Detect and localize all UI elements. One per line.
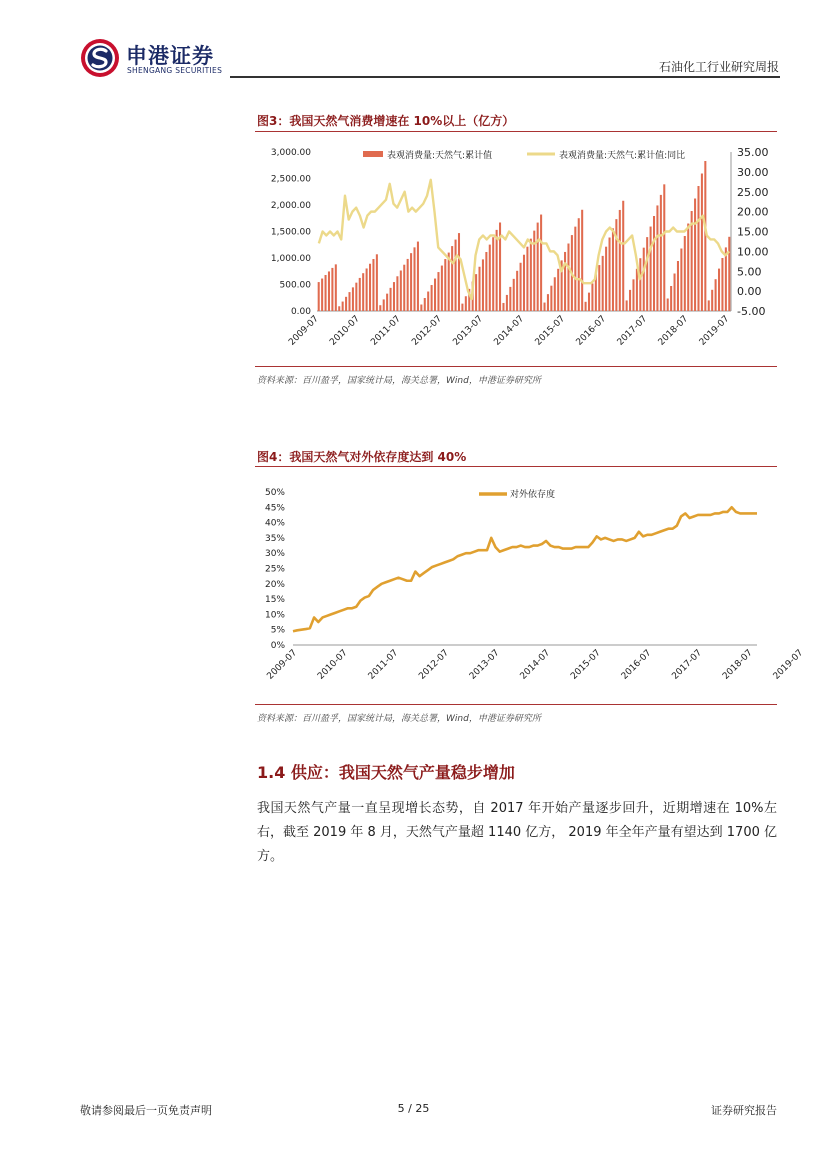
header-divider (230, 76, 780, 78)
consumption-bar (376, 254, 378, 311)
x-tick-label: 2010-07 (316, 648, 350, 682)
consumption-bar (475, 274, 477, 311)
consumption-bar (674, 274, 676, 312)
consumption-bar (728, 237, 730, 311)
consumption-bar (427, 292, 429, 311)
consumption-bar (636, 269, 638, 311)
consumption-bar (591, 283, 593, 311)
x-tick-label: 2018-07 (721, 648, 755, 682)
consumption-bar (639, 258, 641, 311)
figure-3-source: 资料来源：百川盈孚，国家统计局，海关总署，Wind，申港证券研究所 (257, 376, 541, 386)
consumption-bar (458, 233, 460, 311)
x-tick-label: 2013-07 (467, 648, 502, 682)
legend-label-line: 表观消费量:天然气:累计值:同比 (559, 151, 686, 161)
logo-english-name: SHENGANG SECURITIES (127, 66, 223, 75)
consumption-bar (653, 216, 655, 311)
consumption-bar (557, 269, 559, 311)
y-tick-label: 30% (264, 549, 285, 560)
consumption-bar (632, 279, 634, 311)
consumption-bar (400, 271, 402, 312)
consumption-bar (359, 278, 361, 311)
consumption-bar (574, 227, 576, 311)
consumption-bar (417, 242, 419, 311)
left-y-tick-label: 2,500.00 (270, 174, 311, 185)
consumption-bar (554, 277, 556, 311)
section-title: 1.4 供应：我国天然气产量稳步增加 (257, 763, 515, 782)
figure-4-chart (255, 480, 806, 702)
figure-3-top-rule (255, 131, 777, 132)
shengang-logo-icon (80, 38, 120, 78)
consumption-bar (331, 268, 333, 311)
x-tick-label: 2013-07 (451, 314, 486, 348)
y-tick-label: 40% (264, 518, 285, 529)
consumption-bar (434, 279, 436, 311)
consumption-bar (680, 249, 682, 312)
x-tick-label: 2014-07 (492, 314, 527, 348)
consumption-bar (482, 259, 484, 311)
consumption-bar (530, 239, 532, 311)
consumption-bar (725, 247, 727, 311)
y-tick-label: 10% (264, 610, 285, 621)
consumption-bar (697, 186, 699, 311)
consumption-bar (451, 246, 453, 311)
left-y-tick-label: 2,000.00 (270, 201, 311, 211)
consumption-bar (390, 288, 392, 311)
consumption-bar (537, 223, 539, 311)
y-tick-label: 50% (264, 488, 285, 498)
x-tick-label: 2017-07 (615, 314, 650, 348)
right-y-tick-label: 25.00 (737, 185, 769, 199)
legend-swatch-bar (363, 151, 383, 157)
consumption-bar (602, 256, 604, 311)
consumption-bar (506, 295, 508, 311)
left-y-tick-label: 3,000.00 (270, 148, 311, 158)
y-tick-label: 25% (264, 564, 285, 575)
consumption-bar (413, 247, 415, 311)
left-y-tick-label: 500.00 (279, 280, 311, 291)
y-tick-label: 20% (264, 579, 285, 590)
x-tick-label: 2015-07 (569, 648, 603, 682)
right-y-tick-label: 0.00 (737, 285, 762, 299)
consumption-bar (444, 259, 446, 311)
consumption-bar (516, 271, 518, 311)
consumption-bar (663, 184, 665, 311)
consumption-bar (348, 292, 350, 311)
consumption-bar (598, 265, 600, 311)
consumption-bar (540, 215, 542, 311)
consumption-bar (550, 286, 552, 311)
consumption-bar (677, 261, 679, 311)
y-tick-label: 0% (270, 641, 285, 651)
x-tick-label: 2018-07 (656, 314, 691, 348)
consumption-bar (355, 283, 357, 311)
consumption-bar (321, 279, 323, 311)
consumption-bar (687, 224, 689, 311)
legend-label: 对外依存度 (510, 490, 556, 500)
consumption-bar (547, 294, 549, 311)
consumption-bar (338, 306, 340, 311)
consumption-bar (646, 237, 648, 311)
consumption-bar (420, 305, 422, 311)
consumption-bar (567, 244, 569, 311)
x-tick-label: 2011-07 (369, 314, 403, 348)
y-tick-label: 5% (270, 625, 285, 636)
consumption-bar (393, 282, 395, 311)
consumption-bar (369, 264, 371, 311)
x-tick-label: 2016-07 (619, 648, 654, 682)
left-y-tick-label: 1,500.00 (270, 227, 311, 238)
company-logo (80, 38, 230, 82)
consumption-bar (701, 174, 703, 311)
legend-label-bar: 表观消费量:天然气:累计值 (387, 151, 493, 161)
figure-4-source: 资料来源：百川盈孚，国家统计局，海关总署，Wind，申港证券研究所 (257, 714, 541, 724)
consumption-bar (372, 259, 374, 311)
consumption-bar (410, 253, 412, 311)
consumption-bar (643, 248, 645, 311)
x-tick-label: 2011-07 (366, 648, 401, 682)
consumption-bar (626, 300, 628, 311)
right-y-tick-label: 20.00 (737, 205, 769, 219)
consumption-bar (352, 287, 354, 311)
consumption-bar (325, 275, 327, 311)
right-y-tick-label: 5.00 (737, 265, 762, 279)
right-y-tick-label: 15.00 (737, 225, 769, 239)
consumption-bar (502, 303, 504, 311)
consumption-bar (708, 300, 710, 311)
left-y-tick-label: 1,000.00 (270, 254, 311, 264)
report-label: 证券研究报告 (711, 1104, 777, 1117)
right-y-tick-label: 30.00 (737, 165, 769, 179)
consumption-bar (328, 271, 330, 311)
consumption-bar (718, 269, 720, 311)
consumption-bar (489, 245, 491, 311)
x-tick-label: 2016-07 (574, 314, 609, 348)
y-tick-label: 35% (264, 533, 285, 544)
consumption-bar (622, 201, 624, 311)
consumption-bar (564, 252, 566, 311)
figure-3-title: 图3：我国天然气消费增速在 10%以上（亿方） (257, 114, 515, 128)
figure-3-bottom-rule (255, 366, 777, 367)
consumption-bar (461, 304, 463, 311)
consumption-bar (588, 293, 590, 311)
x-tick-label: 2019-07 (771, 648, 806, 682)
consumption-bar (513, 279, 515, 311)
consumption-bar (407, 259, 409, 311)
consumption-bar (581, 210, 583, 311)
consumption-bar (605, 247, 607, 311)
consumption-bar (345, 297, 347, 311)
x-tick-label: 2014-07 (518, 648, 553, 682)
consumption-bar (342, 302, 344, 311)
figure-4-top-rule (255, 466, 777, 467)
page-number: 5 / 25 (397, 1102, 430, 1115)
consumption-bar (366, 268, 368, 311)
right-y-tick-label: 10.00 (737, 245, 769, 259)
x-tick-label: 2009-07 (265, 648, 300, 682)
consumption-bar (660, 195, 662, 311)
figure-4-bottom-rule (255, 704, 777, 705)
consumption-bar (619, 210, 621, 311)
x-tick-label: 2017-07 (670, 648, 705, 682)
consumption-bar (684, 236, 686, 311)
consumption-bar (379, 305, 381, 311)
dependency-line (293, 507, 757, 631)
consumption-bar (578, 218, 580, 311)
x-tick-label: 2010-07 (328, 314, 362, 348)
left-y-tick-label: 0.00 (290, 307, 311, 317)
consumption-bar (612, 228, 614, 311)
consumption-bar (526, 247, 528, 311)
report-type: 石油化工行业研究周报 (658, 60, 779, 74)
consumption-bar (523, 255, 525, 311)
consumption-bar (615, 219, 617, 311)
consumption-bar (670, 286, 672, 311)
consumption-bar (496, 230, 498, 311)
consumption-bar (520, 263, 522, 311)
figure-3-chart (255, 138, 780, 360)
consumption-bar (448, 253, 450, 311)
right-y-tick-label: -5.00 (737, 305, 766, 318)
consumption-bar (667, 299, 669, 312)
section-paragraph: 我国天然气产量一直呈现增长态势，自 2017 年开始产量逐步回升，近期增速在 10%左右，截至 2019 年 8 月，天然气产量超 1140 亿方， 2019 年全年产量有望达到 1700 亿方。 (257, 801, 777, 864)
consumption-bar (609, 238, 611, 311)
y-tick-label: 45% (264, 503, 285, 514)
x-tick-label: 2009-07 (287, 314, 321, 348)
consumption-bar (437, 272, 439, 311)
x-tick-label: 2019-07 (697, 314, 732, 348)
x-tick-label: 2012-07 (410, 314, 445, 348)
consumption-bar (386, 294, 388, 311)
x-tick-label: 2012-07 (417, 648, 451, 682)
consumption-bar (509, 287, 511, 311)
consumption-bar (383, 299, 385, 311)
consumption-bar (544, 303, 546, 311)
consumption-bar (478, 267, 480, 311)
consumption-bar (629, 290, 631, 311)
consumption-bar (694, 199, 696, 311)
logo-chinese-name: 申港证券 (126, 44, 214, 68)
consumption-bar (715, 279, 717, 311)
consumption-bar (585, 302, 587, 311)
consumption-bar (455, 240, 457, 311)
consumption-bar (424, 298, 426, 311)
consumption-bar (711, 290, 713, 311)
consumption-bar (721, 258, 723, 311)
disclaimer-note: 敬请参阅最后一页免责声明 (80, 1104, 212, 1117)
consumption-bar (335, 264, 337, 311)
right-y-tick-label: 35.00 (737, 146, 769, 159)
consumption-bar (396, 276, 398, 311)
consumption-bar (403, 265, 405, 311)
y-tick-label: 15% (264, 595, 285, 606)
consumption-bar (492, 237, 494, 311)
consumption-bar (465, 296, 467, 311)
consumption-bar (656, 205, 658, 311)
consumption-bar (318, 282, 320, 311)
consumption-bar (485, 252, 487, 311)
figure-4-title: 图4：我国天然气对外依存度达到 40% (257, 450, 467, 464)
consumption-bar (441, 266, 443, 311)
consumption-bar (431, 285, 433, 311)
x-tick-label: 2015-07 (533, 314, 568, 348)
consumption-bar (362, 273, 364, 311)
consumption-bar (650, 227, 652, 311)
